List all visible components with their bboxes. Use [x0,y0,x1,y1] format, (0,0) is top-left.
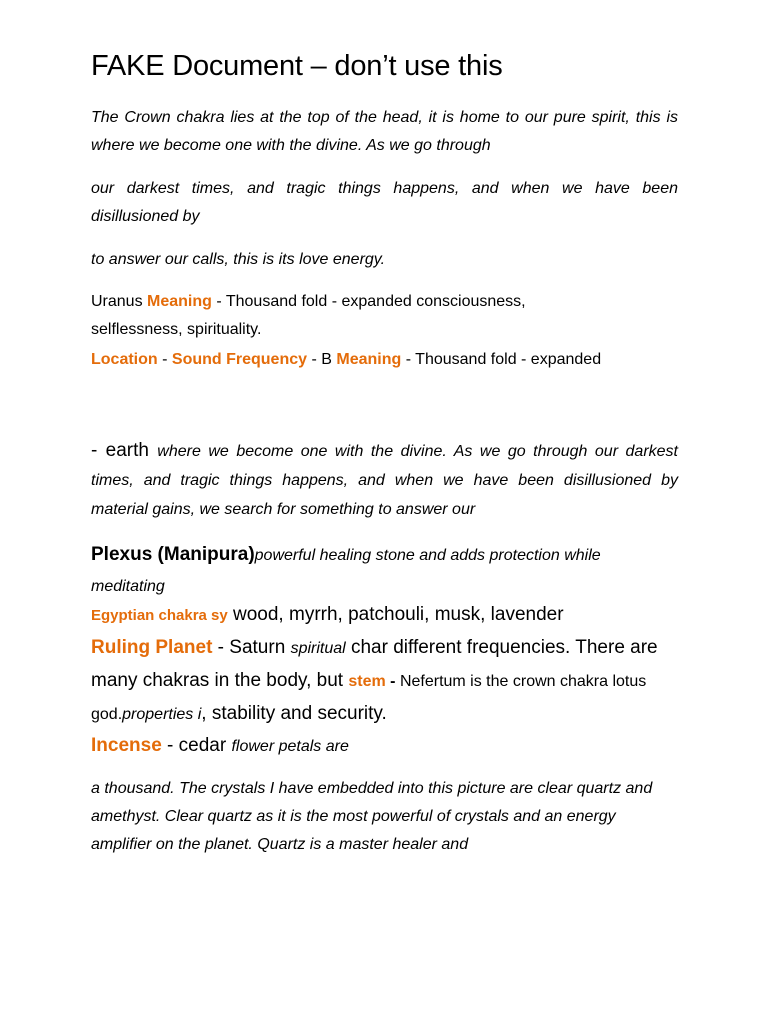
properties-text: properties i [122,706,202,723]
planet-text: Uranus [91,293,148,310]
document-title: FAKE Document – don’t use this [91,50,503,82]
separator-text: - [157,351,172,368]
paragraph-location-sound [91,346,678,374]
paragraph-darkest-times: our darkest times, and tragic things happens, and when we have been disillusioned by [91,180,678,225]
plexus-heading: Plexus (Manipura) [91,544,255,565]
nefertum-text: Nefertum is the crown chakra lotus god. [91,673,647,723]
paragraph-crystals: a thousand. The crystals I have embedded into this picture are clear quartz and amethyst. Clear quartz as it is the most powerful of crystals and an energy amplifier on the planet. Quartz is a master healer and [91,780,653,853]
paragraph-answer-calls: to answer our calls, this is its love energy. [91,251,386,268]
plexus-description: powerful healing stone and adds protection while meditating [91,547,601,595]
ruling-planet-label: Ruling Planet [91,637,213,658]
paragraph-egyptian [91,599,678,631]
meaning-label-2: Meaning [336,351,402,368]
incense-list: wood, myrrh, patchouli, musk, lavender [227,604,564,625]
meaning-text: - Thousand fold - expanded consciousness, selflessness, spirituality. [91,293,526,338]
meaning-text-2: - Thousand fold - expanded [401,351,602,368]
cedar-text: - cedar [161,735,232,756]
saturn-text: - Saturn [212,637,291,658]
paragraph-incense [91,730,678,762]
stem-label: stem [348,673,386,690]
earth-text: - earth [91,440,158,461]
stability-text: , stability and security. [201,703,387,724]
earth-description: where we become one with the divine. As we go through our darkest times, and tragic things happens, and when we have been disillusioned by material gains, we search for something to answer our [91,443,678,518]
stem-separator: - [385,673,400,690]
note-text: - B [307,351,337,368]
paragraph-plexus [91,539,678,602]
paragraph-uranus-meaning [91,288,591,344]
meaning-label: Meaning [147,293,212,310]
incense-label: Incense [91,735,162,756]
paragraph-ruling-planet [91,632,661,731]
spiritual-text: spiritual [290,640,346,657]
frequencies-text: char different frequencies. There are many chakras in the body, but [91,637,658,691]
location-label: Location [91,351,158,368]
sound-frequency-label: Sound Frequency [171,351,308,368]
paragraph-earth [91,436,678,524]
egyptian-chakra-label: Egyptian chakra sy [91,607,228,624]
paragraph-crown-chakra: The Crown chakra lies at the top of the head, it is home to our pure spirit, this is where we become one with the divine. As we go through [91,109,678,154]
flower-petals-text: flower petals are [231,738,349,755]
